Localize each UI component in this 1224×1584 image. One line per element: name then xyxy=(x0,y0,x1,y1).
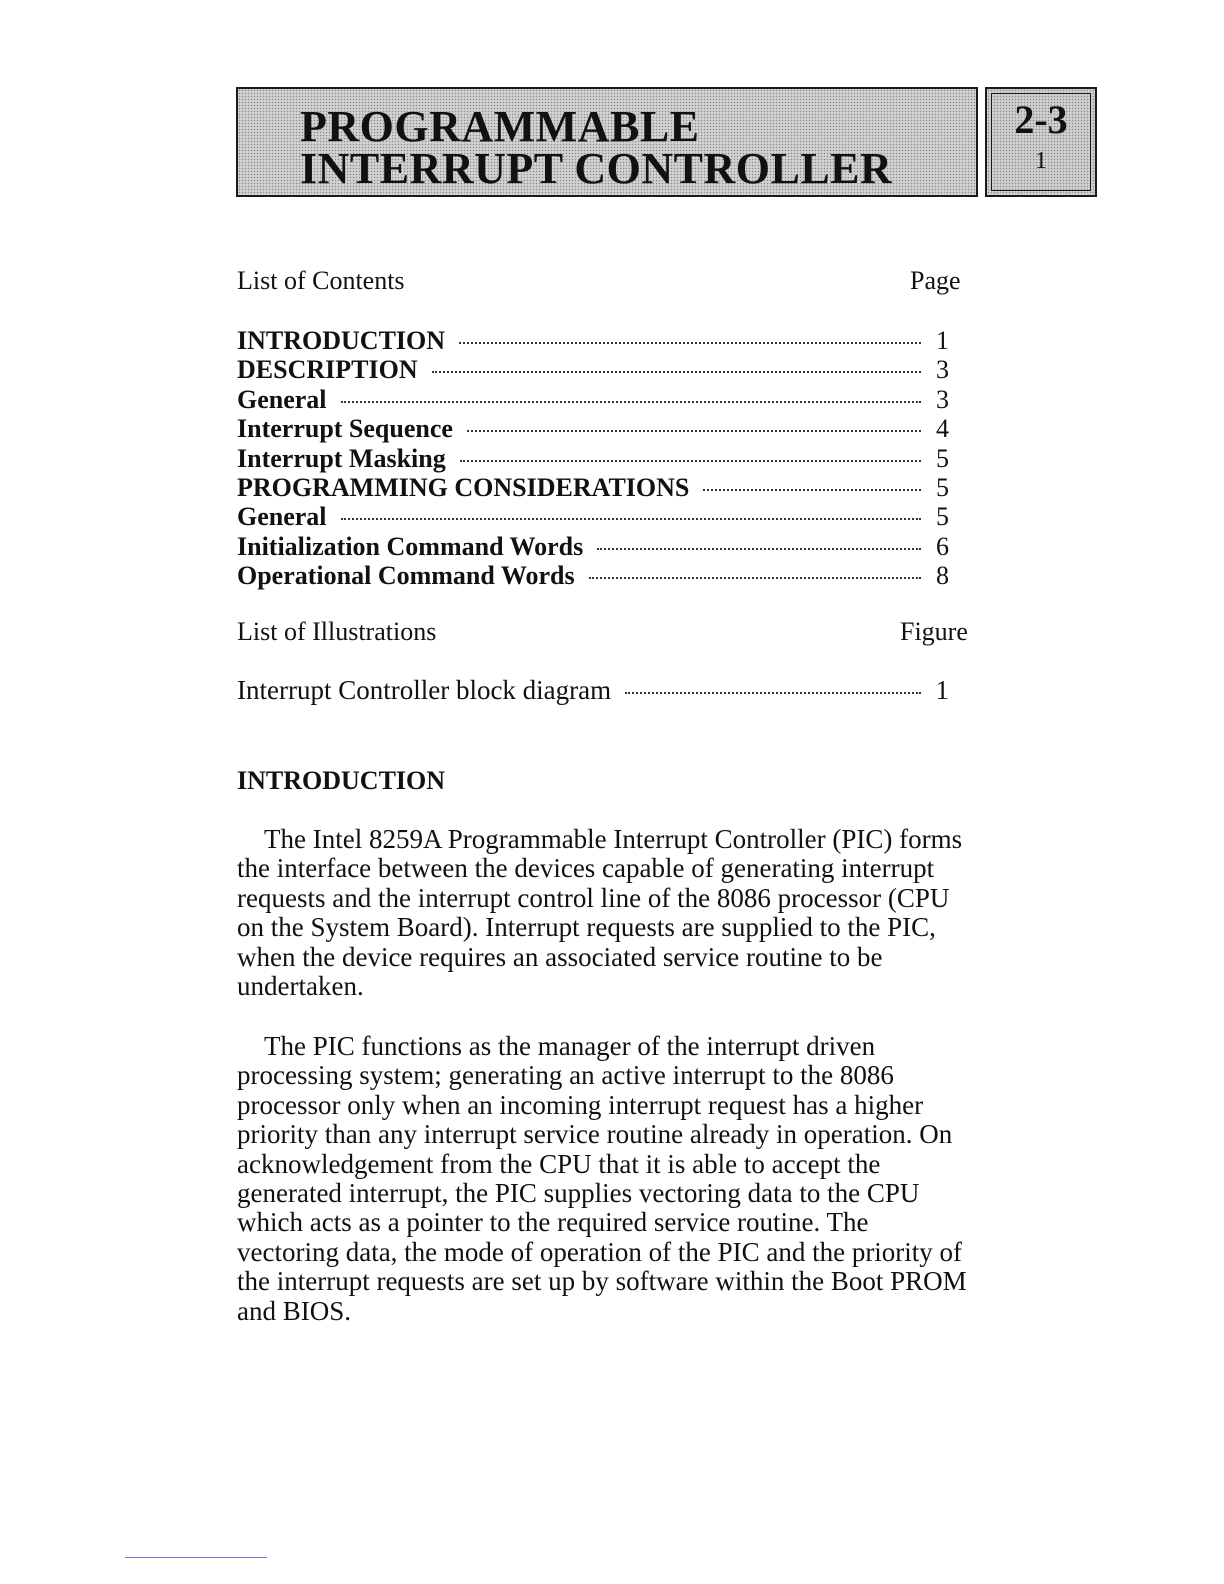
toc-dot-leader xyxy=(460,460,921,462)
toc-dot-leader xyxy=(597,548,921,550)
contents-heading: List of Contents xyxy=(237,266,405,295)
section-number-box xyxy=(985,87,1097,197)
toc-dot-leader xyxy=(589,577,921,579)
toc-dot-leader xyxy=(459,342,921,344)
toc-dot-leader xyxy=(341,401,921,403)
toc-entry-label: General xyxy=(237,502,327,532)
toc-dot-leader xyxy=(467,430,921,432)
toc-entry-page: 5 xyxy=(936,502,949,532)
toc-entry-label: INTRODUCTION xyxy=(237,326,446,355)
illustration-dot-leader xyxy=(625,692,921,694)
footer-rule xyxy=(125,1557,267,1558)
toc-entry-label: DESCRIPTION xyxy=(237,355,418,385)
toc-entry-page: 3 xyxy=(936,384,949,414)
illustrations-figure-heading: Figure xyxy=(900,617,968,646)
toc-entry-page: 8 xyxy=(936,561,949,591)
illustration-entry-figure: 1 xyxy=(935,675,949,705)
introduction-paragraph-2: The PIC functions as the manager of the interrupt driven processing system; generating an active interrupt to the 8086 processor only when an incoming interrupt request has a higher priority than any interrupt service routine already in operation. On acknowledgement from the CPU that it is able to accept the generated interrupt, the PIC supplies vectoring data to the CPU which acts as a pointer to the required service routine. The vectoring data, the mode of operation of the PIC and the priority of the interrupt requests are set up by software within the Boot PROM and BIOS. xyxy=(237,1031,967,1326)
illustration-entry-label: Interrupt Controller block diagram xyxy=(237,675,612,705)
chapter-title-line-2: INTERRUPT CONTROLLER xyxy=(300,144,893,193)
table-of-contents xyxy=(237,326,949,591)
toc-entry-page: 5 xyxy=(936,472,949,502)
chapter-title-line-1: PROGRAMMABLE xyxy=(300,102,700,151)
toc-entry[interactable] xyxy=(237,444,949,473)
toc-entry[interactable] xyxy=(237,502,949,531)
toc-entry-page: 5 xyxy=(936,443,949,473)
toc-entry-label: Interrupt Masking xyxy=(237,443,446,473)
introduction-paragraph-1: The Intel 8259A Programmable Interrupt Controller (PIC) forms the interface between the devices capable of generating interrupt requests and the interrupt control line of the 8086 processor (CPU on the System Board). Interrupt requests are supplied to the PIC, when the device requires an associated service routine to be undertaken. xyxy=(237,824,963,1002)
toc-entry-label: Interrupt Sequence xyxy=(237,414,453,444)
toc-entry[interactable] xyxy=(237,355,949,384)
contents-page-heading: Page xyxy=(910,266,961,295)
toc-dot-leader xyxy=(703,489,921,491)
section-page-number: 1 xyxy=(1035,148,1047,174)
toc-entry-label: General xyxy=(237,384,327,414)
illustration-entry[interactable] xyxy=(237,675,949,705)
introduction-heading: INTRODUCTION xyxy=(237,766,446,795)
toc-dot-leader xyxy=(341,518,921,520)
toc-entry-label: PROGRAMMING CONSIDERATIONS xyxy=(237,472,690,502)
toc-entry-page: 1 xyxy=(936,326,949,355)
toc-entry[interactable] xyxy=(237,532,949,561)
illustrations-heading: List of Illustrations xyxy=(237,617,437,646)
toc-entry[interactable] xyxy=(237,473,949,502)
toc-entry[interactable] xyxy=(237,414,949,443)
toc-entry-page: 4 xyxy=(936,414,949,444)
toc-entry-label: Initialization Command Words xyxy=(237,531,584,561)
toc-entry[interactable] xyxy=(237,326,949,355)
toc-entry[interactable] xyxy=(237,385,949,414)
toc-entry-page: 6 xyxy=(936,531,949,561)
toc-entry-label: Operational Command Words xyxy=(237,561,575,591)
toc-dot-leader xyxy=(432,371,921,373)
toc-entry[interactable] xyxy=(237,561,949,590)
chapter-title-banner xyxy=(236,87,978,197)
section-number: 2-3 xyxy=(1014,97,1068,142)
toc-entry-page: 3 xyxy=(936,355,949,385)
